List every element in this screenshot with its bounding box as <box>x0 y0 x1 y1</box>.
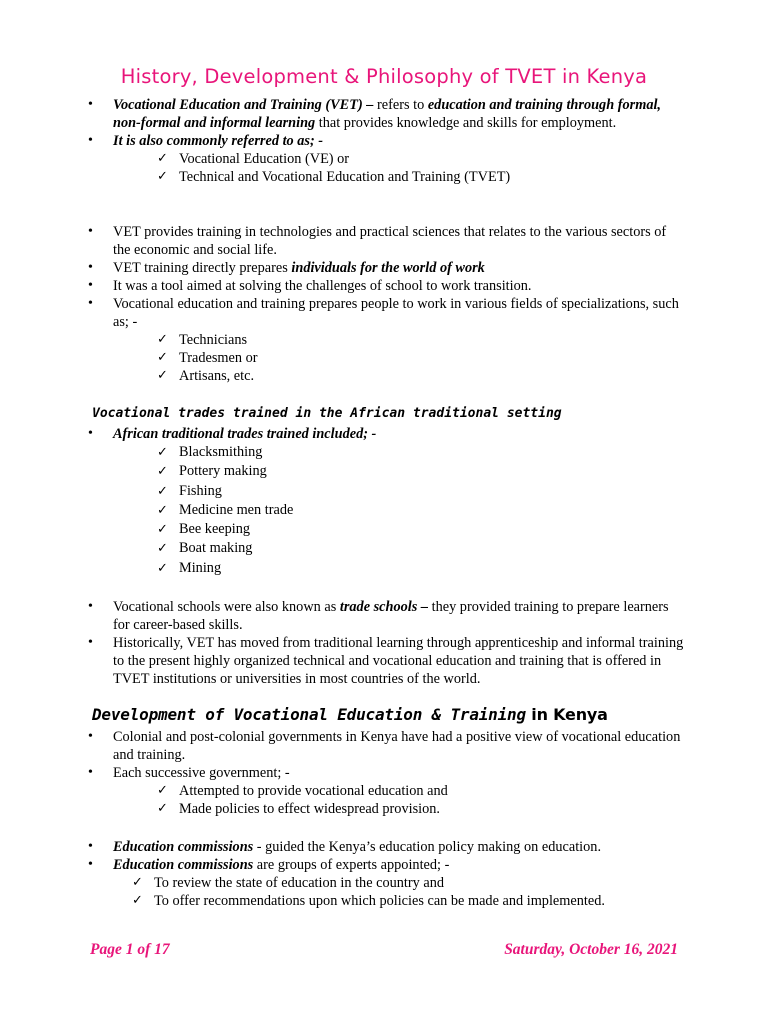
bullet-also-referred <box>86 132 686 150</box>
bullet-vet-fields: • Vocational education and training prepares people to work in various fields of specializations, such as; - <box>86 295 686 331</box>
check-item: ✓ Made policies to effect widespread provision. <box>157 800 686 818</box>
commissions-term: Education commissions <box>113 857 254 873</box>
also-referred-text: It is also commonly referred to as; - <box>113 133 324 149</box>
section-vet-purpose <box>86 223 686 385</box>
check-item: ✓ Boat making <box>157 539 686 558</box>
bullet-vet-definition <box>86 96 686 132</box>
check-item: ✓ Artisans, etc. <box>157 367 686 385</box>
trade-schools-text-end: they provided training to prepare learners for career-based skills. <box>113 599 669 633</box>
bullet-vet-tool: • It was a tool aimed at solving the challenges of school to work transition. <box>86 277 686 295</box>
check-item: ✓ Blacksmithing <box>157 443 686 462</box>
commissions-guided-text: - guided the Kenya’s education policy making on education. <box>253 839 602 855</box>
page-title: History, Development & Philosophy of TVET in Kenya <box>120 65 648 88</box>
bullet-colonial: • Colonial and post-colonial governments in Kenya have had a positive view of vocational education and training. <box>86 728 686 764</box>
bullet-historically: • Historically, VET has moved from traditional learning through apprenticeship and informal training to the present highly organized technical and vocational education and training that is offered in TVET institutions or universities in most countries of the world. <box>86 634 686 688</box>
trade-schools-emphasis: trade schools – <box>339 599 429 615</box>
check-item: ✓ Tradesmen or <box>157 349 686 367</box>
check-item: ✓ Vocational Education (VE) or <box>157 150 686 168</box>
check-item: ✓ Fishing <box>157 482 686 501</box>
check-item: ✓ Attempted to provide vocational education and <box>157 782 686 800</box>
heading-development-plain: in Kenya <box>525 705 608 724</box>
bullet-commissions-guided <box>86 838 686 856</box>
bullet-vet-prepares <box>86 259 686 277</box>
vet-def-text-end: that provides knowledge and skills for employment. <box>315 115 617 131</box>
heading-development <box>92 706 608 724</box>
heading-development-italic: Development of Vocational Education & Training <box>92 705 526 724</box>
check-item: ✓ Technicians <box>157 331 686 349</box>
section-trade-schools <box>86 598 686 688</box>
trade-schools-text: Vocational schools were also known as <box>113 599 340 615</box>
check-item: ✓ Medicine men trade <box>157 501 686 520</box>
footer-date: Saturday, October 16, 2021 <box>504 941 678 958</box>
bullet-traditional-trades <box>86 425 686 443</box>
commissions-groups-text: are groups of experts appointed; - <box>253 857 450 873</box>
bullet-trade-schools <box>86 598 686 634</box>
section-traditional-trades <box>86 425 686 578</box>
check-item: ✓ Mining <box>157 559 686 578</box>
check-item: ✓ Bee keeping <box>157 520 686 539</box>
vet-prepares-emphasis: individuals for the world of work <box>291 260 485 276</box>
bullet-commissions-groups <box>86 856 686 874</box>
check-item: ✓ Technical and Vocational Education and Training (TVET) <box>157 168 686 186</box>
heading-traditional-trades: Vocational trades trained in the African traditional setting <box>92 406 562 421</box>
trades-list <box>86 443 686 578</box>
footer-page-number: Page 1 of 17 <box>90 941 170 958</box>
vet-def-emphasis: education and training through formal, non-formal and informal learning <box>113 97 662 131</box>
section-development <box>86 728 686 818</box>
bullet-successive-government: • Each successive government; - <box>86 764 686 782</box>
commissions-term: Education commissions <box>113 839 254 855</box>
bullet-vet-training: • VET provides training in technologies and practical sciences that relates to the various sectors of the economic and social life. <box>86 223 686 259</box>
vet-def-text: refers to <box>373 97 428 113</box>
section-commissions <box>86 838 686 910</box>
traditional-trades-text: African traditional trades trained included; - <box>113 426 377 442</box>
vet-term: Vocational Education and Training (VET) – <box>113 97 374 113</box>
check-item: ✓ To review the state of education in the country and <box>132 874 686 892</box>
check-item: ✓ Pottery making <box>157 462 686 481</box>
section-vet-definition <box>86 96 686 186</box>
vet-prepares-text: VET training directly prepares <box>113 260 292 276</box>
check-item: ✓ To offer recommendations upon which policies can be made and implemented. <box>132 892 686 910</box>
